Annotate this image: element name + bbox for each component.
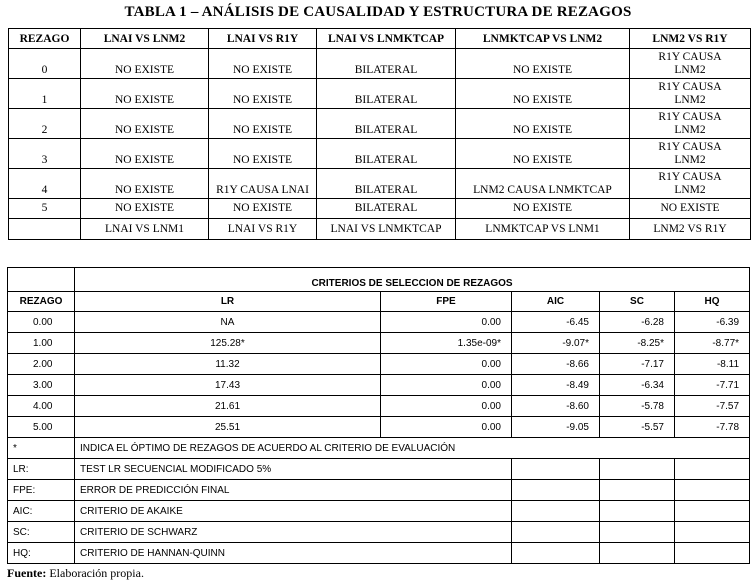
col-header-sc: SC	[600, 292, 675, 312]
col-header-lnm2-r1y: LNM2 VS R1Y	[630, 29, 751, 49]
empty-cell	[512, 522, 600, 543]
lag-cell: 5.00	[8, 417, 75, 438]
table-row	[9, 199, 751, 219]
note-key: SC:	[8, 522, 75, 543]
causality-cell: BILATERAL	[317, 109, 456, 139]
causality-cell: NO EXISTE	[456, 49, 630, 79]
value-cell: 0.00	[381, 396, 512, 417]
causality-cell: R1Y CAUSA LNM2	[630, 169, 751, 199]
table-footer-row	[9, 219, 751, 240]
value-cell: 0.00	[381, 417, 512, 438]
causality-cell: NO EXISTE	[456, 79, 630, 109]
lag-cell: 2.00	[8, 354, 75, 375]
table-row	[9, 79, 751, 109]
empty-cell	[600, 543, 675, 564]
lr-cell: 25.51	[75, 417, 381, 438]
value-cell: -8.25*	[600, 333, 675, 354]
note-text: TEST LR SECUENCIAL MODIFICADO 5%	[75, 459, 512, 480]
note-text: CRITERIO DE AKAIKE	[75, 501, 512, 522]
causality-cell: BILATERAL	[317, 169, 456, 199]
table-title: TABLA 1 – ANÁLISIS DE CAUSALIDAD Y ESTRUCTURA DE REZAGOS	[124, 4, 632, 20]
value-cell: -5.57	[600, 417, 675, 438]
causality-cell: BILATERAL	[317, 139, 456, 169]
causality-table	[8, 28, 751, 240]
value-cell: -5.78	[600, 396, 675, 417]
value-cell: -6.28	[600, 312, 675, 333]
table-row	[8, 354, 750, 375]
causality-cell: NO EXISTE	[81, 79, 209, 109]
empty-cell	[512, 459, 600, 480]
col-header-lnmktcap-lnm2: LNMKTCAP VS LNM2	[456, 29, 630, 49]
col-header-lnai-r1y: LNAI VS R1Y	[209, 29, 317, 49]
value-cell: -6.39	[675, 312, 750, 333]
value-cell: -7.17	[600, 354, 675, 375]
value-cell: -8.11	[675, 354, 750, 375]
note-key: HQ:	[8, 543, 75, 564]
causality-cell: NO EXISTE	[209, 79, 317, 109]
causality-cell: NO EXISTE	[81, 49, 209, 79]
empty-cell	[675, 501, 750, 522]
value-cell: -7.78	[675, 417, 750, 438]
value-cell: -6.45	[512, 312, 600, 333]
lag-cell: 5	[9, 199, 81, 219]
lr-cell: 17.43	[75, 375, 381, 396]
note-text: CRITERIO DE SCHWARZ	[75, 522, 512, 543]
lag-selection-table	[7, 267, 750, 564]
empty-cell	[675, 480, 750, 501]
empty-cell	[675, 522, 750, 543]
causality-cell: LNM2 CAUSA LNMKTCAP	[456, 169, 630, 199]
value-cell: -7.71	[675, 375, 750, 396]
empty-cell	[512, 480, 600, 501]
causality-cell: R1Y CAUSA LNAI	[209, 169, 317, 199]
note-row	[8, 522, 750, 543]
col-header-rezago: REZAGO	[8, 292, 75, 312]
col-header-aic: AIC	[512, 292, 600, 312]
causality-cell: R1Y CAUSA LNM2	[630, 139, 751, 169]
col-header-rezago: REZAGO	[9, 29, 81, 49]
note-key: AIC:	[8, 501, 75, 522]
empty-cell	[512, 543, 600, 564]
note-row	[8, 459, 750, 480]
table-row	[8, 375, 750, 396]
value-cell: -8.66	[512, 354, 600, 375]
col-header-hq: HQ	[675, 292, 750, 312]
causality-cell: R1Y CAUSA LNM2	[630, 109, 751, 139]
causality-cell: BILATERAL	[317, 49, 456, 79]
causality-cell: R1Y CAUSA LNM2	[630, 79, 751, 109]
value-cell: 1.35e-09*	[381, 333, 512, 354]
causality-cell: NO EXISTE	[209, 49, 317, 79]
value-cell: 0.00	[381, 375, 512, 396]
lag-cell: 3.00	[8, 375, 75, 396]
value-cell: -6.34	[600, 375, 675, 396]
table-row	[9, 139, 751, 169]
footer-cell: LNM2 VS R1Y	[630, 219, 751, 240]
note-row	[8, 438, 750, 459]
lag-cell: 0.00	[8, 312, 75, 333]
causality-cell: NO EXISTE	[630, 199, 751, 219]
value-cell: 0.00	[381, 354, 512, 375]
table-header-row	[8, 292, 750, 312]
lr-cell: 125.28*	[75, 333, 381, 354]
causality-cell: NO EXISTE	[209, 199, 317, 219]
col-header-fpe: FPE	[381, 292, 512, 312]
footer-cell: LNAI VS LNMKTCAP	[317, 219, 456, 240]
empty-cell	[512, 501, 600, 522]
causality-cell: BILATERAL	[317, 79, 456, 109]
footer-cell	[9, 219, 81, 240]
lag-cell: 0	[9, 49, 81, 79]
note-row	[8, 501, 750, 522]
value-cell: -7.57	[675, 396, 750, 417]
note-row	[8, 480, 750, 501]
note-text: ERROR DE PREDICCIÓN FINAL	[75, 480, 512, 501]
footer-cell: LNAI VS LNM1	[81, 219, 209, 240]
empty-cell	[600, 501, 675, 522]
table-row	[9, 49, 751, 79]
note-text: INDICA EL ÓPTIMO DE REZAGOS DE ACUERDO AL CRITERIO DE EVALUACIÓN	[75, 438, 750, 459]
footer-cell: LNMKTCAP VS LNM1	[456, 219, 630, 240]
causality-cell: BILATERAL	[317, 199, 456, 219]
criteria-title-row	[8, 268, 750, 292]
empty-cell	[600, 459, 675, 480]
table-header-row	[9, 29, 751, 49]
empty-cell	[675, 459, 750, 480]
value-cell: -8.49	[512, 375, 600, 396]
source-label: Fuente:	[7, 566, 47, 580]
lag-cell: 4.00	[8, 396, 75, 417]
value-cell: -9.07*	[512, 333, 600, 354]
note-text: CRITERIO DE HANNAN-QUINN	[75, 543, 512, 564]
col-header-lr: LR	[75, 292, 381, 312]
table-row	[8, 417, 750, 438]
lag-cell: 1.00	[8, 333, 75, 354]
empty-cell	[600, 480, 675, 501]
empty-cell	[600, 522, 675, 543]
value-cell: -8.60	[512, 396, 600, 417]
table-row	[8, 312, 750, 333]
lag-cell: 2	[9, 109, 81, 139]
note-key: FPE:	[8, 480, 75, 501]
criteria-title: CRITERIOS DE SELECCION DE REZAGOS	[75, 268, 750, 292]
note-key: *	[8, 438, 75, 459]
causality-cell: NO EXISTE	[81, 139, 209, 169]
table-row	[8, 333, 750, 354]
table-row	[8, 396, 750, 417]
source-note	[7, 566, 144, 581]
note-row	[8, 543, 750, 564]
lag-cell: 4	[9, 169, 81, 199]
note-key: LR:	[8, 459, 75, 480]
causality-cell: NO EXISTE	[209, 139, 317, 169]
col-header-lnai-lnmktcap: LNAI VS LNMKTCAP	[317, 29, 456, 49]
lr-cell: 11.32	[75, 354, 381, 375]
causality-cell: NO EXISTE	[81, 199, 209, 219]
causality-cell: NO EXISTE	[456, 109, 630, 139]
lr-cell: 21.61	[75, 396, 381, 417]
lr-cell: NA	[75, 312, 381, 333]
value-cell: 0.00	[381, 312, 512, 333]
value-cell: -9.05	[512, 417, 600, 438]
causality-cell: R1Y CAUSA LNM2	[630, 49, 751, 79]
empty-cell	[675, 543, 750, 564]
causality-cell: NO EXISTE	[456, 139, 630, 169]
causality-cell: NO EXISTE	[81, 109, 209, 139]
causality-cell: NO EXISTE	[81, 169, 209, 199]
lag-cell: 1	[9, 79, 81, 109]
table-row	[9, 109, 751, 139]
value-cell: -8.77*	[675, 333, 750, 354]
causality-cell: NO EXISTE	[456, 199, 630, 219]
source-text: Elaboración propia.	[46, 566, 144, 580]
criteria-title-blank	[8, 268, 75, 292]
footer-cell: LNAI VS R1Y	[209, 219, 317, 240]
lag-cell: 3	[9, 139, 81, 169]
causality-cell: NO EXISTE	[209, 109, 317, 139]
col-header-lnai-lnm2: LNAI VS LNM2	[81, 29, 209, 49]
table-row	[9, 169, 751, 199]
